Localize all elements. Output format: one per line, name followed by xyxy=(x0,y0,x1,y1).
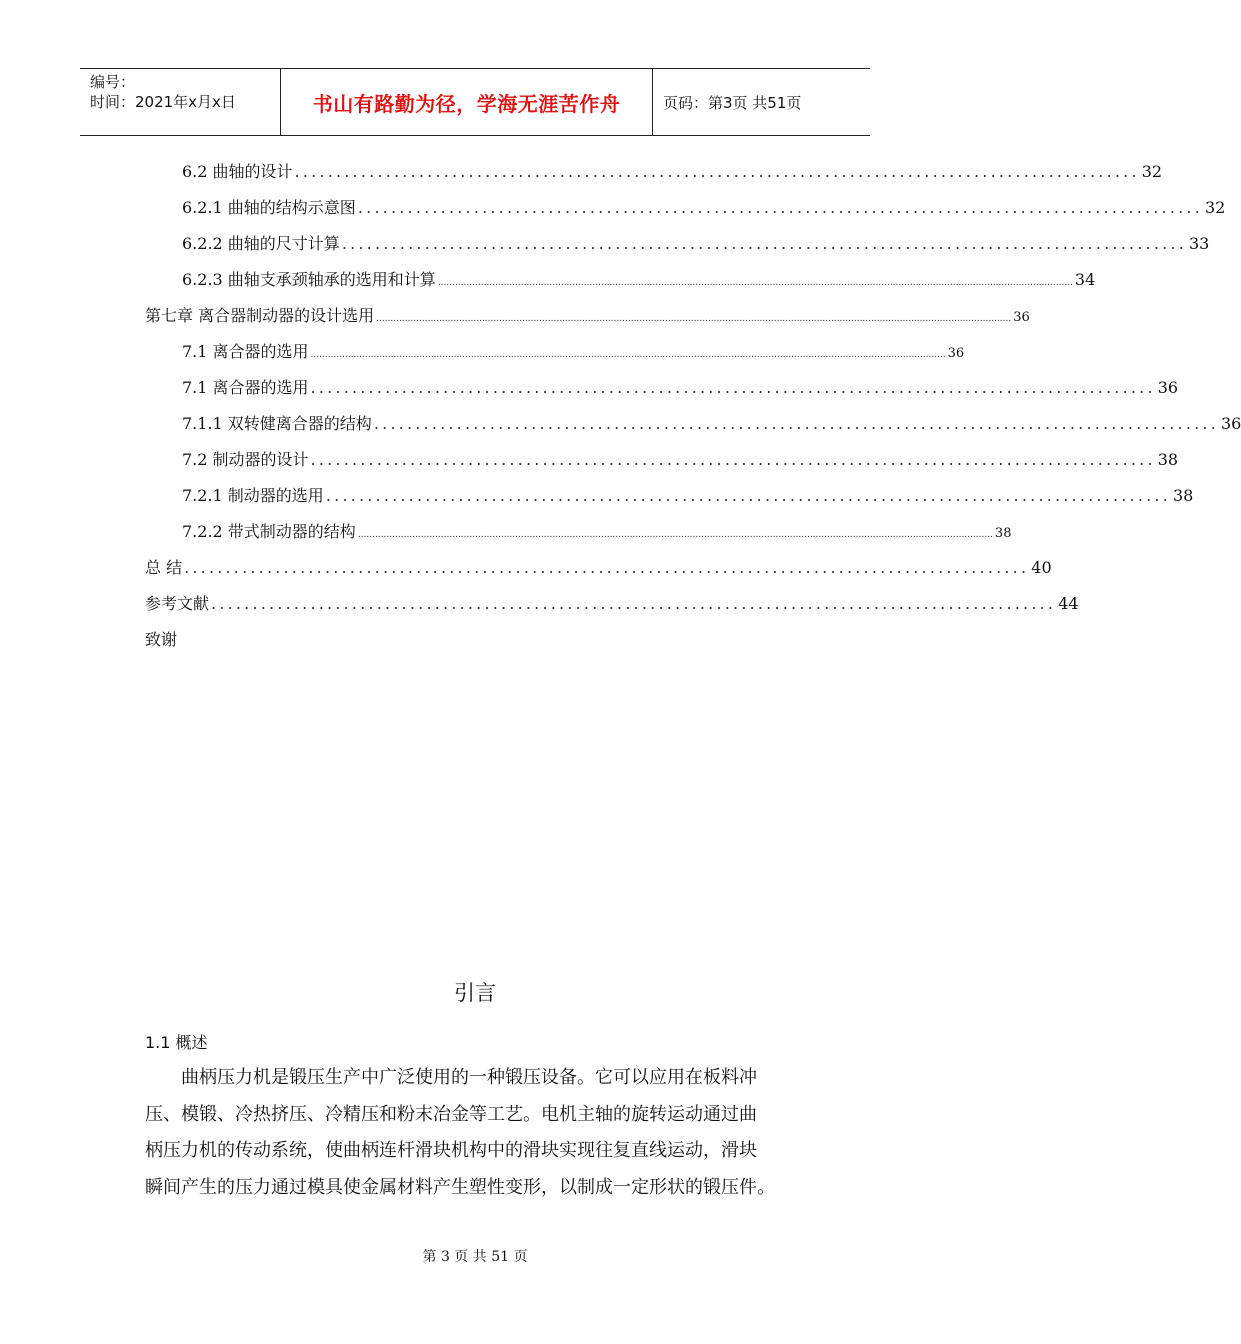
toc-page: 40 xyxy=(1031,558,1052,577)
toc-entry xyxy=(182,485,1194,507)
paragraph-line: 压、模锻、冷热挤压、冷精压和粉末冶金等工艺。电机主轴的旋转运动通过曲 xyxy=(145,1103,757,1125)
toc-entry xyxy=(182,449,1179,471)
toc-leader: ...................................................................................................... xyxy=(184,558,1030,577)
toc-leader: ...................................................................................................... xyxy=(294,162,1140,181)
toc-label: 6.2 曲轴的设计 xyxy=(182,162,293,181)
toc-label: 7.2 制动器的设计 xyxy=(182,450,309,469)
toc-entry xyxy=(182,413,1241,435)
date-label: 时间：2021年x月x日 xyxy=(90,93,236,111)
toc-leader: .............................................................................................................................................................................................................................. xyxy=(310,350,946,360)
toc-page: 38 xyxy=(1172,486,1194,505)
toc-label: 6.2.3 曲轴支承颈轴承的选用和计算 xyxy=(182,270,436,289)
toc-label: 6.2.2 曲轴的尺寸计算 xyxy=(182,234,340,253)
toc-label: 总 结 xyxy=(145,558,183,577)
toc-page: 32 xyxy=(1141,162,1163,181)
page-footer: 第 3 页 共 51 页 xyxy=(422,1249,528,1265)
toc-leader: ...................................................................................................... xyxy=(310,450,1156,469)
toc-label: 第七章 离合器制动器的设计选用 xyxy=(145,306,375,325)
toc-label: 7.1 离合器的选用 xyxy=(182,342,309,361)
toc-leader: ...................................................................................................... xyxy=(211,594,1057,613)
header-meta-cell xyxy=(80,69,281,135)
toc-page: 36 xyxy=(947,346,965,361)
toc-entry xyxy=(182,233,1210,255)
toc-leader: ...................................................................................................... xyxy=(357,198,1203,217)
intro-title: 引言 xyxy=(454,981,496,1005)
toc-leader: .............................................................................................................................................................................................................................. xyxy=(437,278,1073,288)
toc-entry xyxy=(145,557,1052,579)
toc-entry xyxy=(182,377,1179,399)
header-motto: 书山有路勤为径，学海无涯苦作舟 xyxy=(281,69,653,135)
toc-page: 32 xyxy=(1204,198,1226,217)
toc-leader: ...................................................................................................... xyxy=(310,378,1156,397)
paragraph-line: 瞬间产生的压力通过模具使金属材料产生塑性变形，以制成一定形状的锻压件。 xyxy=(145,1176,775,1198)
toc-label: 参考文献 xyxy=(145,594,210,613)
toc-entry xyxy=(145,593,1079,615)
toc-page: 36 xyxy=(1013,310,1030,325)
page-header xyxy=(80,68,870,136)
toc-label: 7.1.1 双转健离合器的结构 xyxy=(182,414,372,433)
toc-label: 7.2.1 制动器的选用 xyxy=(182,486,324,505)
toc-label: 7.2.2 带式制动器的结构 xyxy=(182,522,356,541)
toc-leader: ...................................................................................................... xyxy=(373,414,1219,433)
toc-page: 44 xyxy=(1058,594,1079,613)
toc-leader: ...................................................................................................... xyxy=(341,234,1187,253)
header-page-info: 页码：第3页 共51页 xyxy=(663,93,802,112)
toc-page: 34 xyxy=(1074,270,1096,289)
toc-entry xyxy=(182,197,1226,219)
toc-entry xyxy=(182,269,1096,291)
toc-label: 6.2.1 曲轴的结构示意图 xyxy=(182,198,356,217)
paragraph-line: 柄压力机的传动系统，使曲柄连杆滑块机构中的滑块实现往复直线运动，滑块 xyxy=(145,1140,757,1161)
paragraph-line: 曲柄压力机是锻压生产中广泛使用的一种锻压设备。它可以应用在板料冲 xyxy=(181,1067,757,1088)
toc-page: 38 xyxy=(1157,450,1179,469)
toc-leader: ...................................................................................................... xyxy=(325,486,1171,505)
toc-page: 33 xyxy=(1188,234,1210,253)
toc-page: 38 xyxy=(994,526,1012,541)
toc-entry xyxy=(182,161,1163,183)
toc-page: 36 xyxy=(1157,378,1179,397)
section-heading: 1.1 概述 xyxy=(145,1033,208,1052)
intro-paragraph xyxy=(145,1060,835,1206)
toc-entry xyxy=(182,341,965,363)
toc-page: 36 xyxy=(1220,414,1241,433)
toc-leader: .............................................................................................................................................................................................................................. xyxy=(376,314,1012,324)
toc-leader: .............................................................................................................................................................................................................................. xyxy=(357,530,993,540)
toc-acknowledgement: 致谢 xyxy=(145,630,178,649)
toc-entry xyxy=(145,305,1030,327)
serial-label: 编号： xyxy=(90,73,136,91)
toc-entry xyxy=(182,521,1012,543)
toc-label: 7.1 离合器的选用 xyxy=(182,378,309,397)
